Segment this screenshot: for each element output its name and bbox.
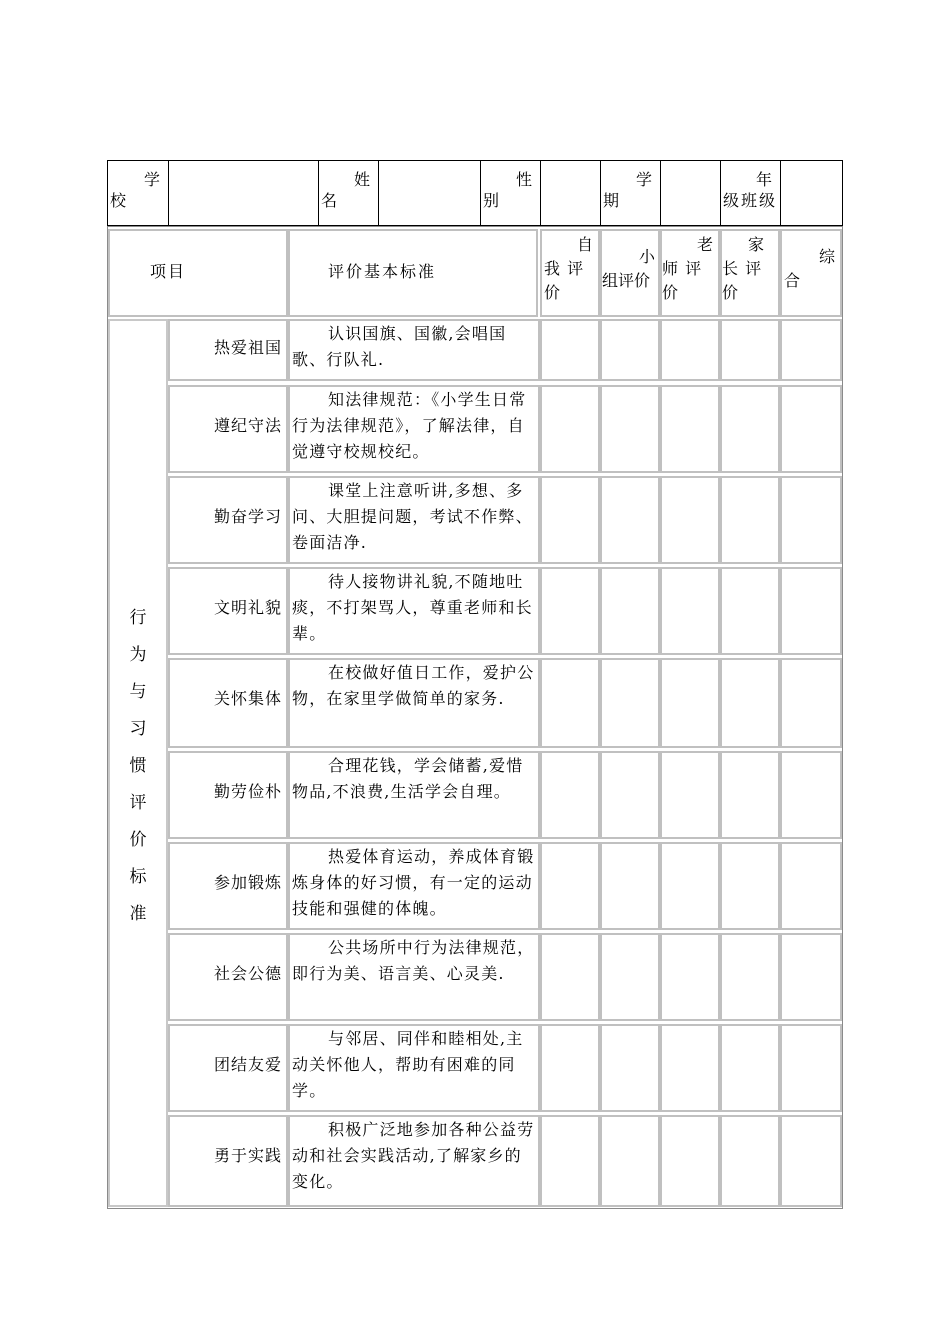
item-name: 社会公德 [213,964,282,983]
teacher-eval-field[interactable] [660,658,720,748]
item-standard-cell [288,319,540,381]
item-name-cell [168,567,288,655]
teacher-eval-field[interactable] [660,933,720,1021]
overall-eval-field[interactable] [780,842,842,930]
name-label-bottom: 名 [321,191,340,210]
overall-eval-field[interactable] [780,658,842,748]
term-label-cell [601,161,661,225]
teacher-eval-field[interactable] [660,1024,720,1112]
project-header: 项目 [150,262,187,281]
self-eval-field[interactable] [540,567,600,655]
self-eval-field[interactable] [540,751,600,839]
gender-value-field[interactable] [541,161,601,225]
group-eval-field[interactable] [600,567,660,655]
item-standard-cell [288,1115,540,1207]
item-name: 勇于实践 [213,1146,282,1165]
category-char: 惯 [129,756,147,776]
item-standard-cell [288,1024,540,1112]
overall-header-cell [780,229,842,317]
teacher-eval-field[interactable] [660,476,720,564]
teacher-eval-field[interactable] [660,842,720,930]
standard-header: 评价基本标准 [328,262,437,281]
parent-eval-header-cell [720,229,780,317]
overall-eval-field[interactable] [780,319,842,381]
category-char: 与 [129,682,147,702]
group-eval-field[interactable] [600,1115,660,1207]
item-standard-text: 热爱体育运动，养成体育锻炼身体的好习惯，有一定的运动技能和强健的体魄。 [292,847,535,918]
item-name-cell [168,933,288,1021]
item-standard-cell [288,933,540,1021]
group-eval-field[interactable] [600,933,660,1021]
name-label-top: 姓 [353,170,372,189]
teacher-eval-field[interactable] [660,1115,720,1207]
self-eval-header-top: 自 [576,235,594,254]
self-eval-field[interactable] [540,842,600,930]
overall-eval-field[interactable] [780,476,842,564]
gender-label-cell [481,161,541,225]
item-name: 关怀集体 [213,689,282,708]
teacher-eval-field[interactable] [660,567,720,655]
name-label-cell [319,161,379,225]
item-standard-text: 待人接物讲礼貌,不随地吐痰，不打架骂人，尊重老师和长辈。 [292,572,533,643]
item-standard-text: 积极广泛地参加各种公益劳动和社会实践活动,了解家乡的变化。 [292,1120,535,1191]
parent-eval-field[interactable] [720,658,780,748]
parent-eval-header-bottom: 价 [722,283,740,302]
project-header-cell [108,229,288,317]
category-char: 习 [129,719,147,739]
teacher-eval-header-top: 老 [696,235,714,254]
term-value-field[interactable] [661,161,721,225]
item-standard-cell [288,567,540,655]
school-label-cell [108,161,169,225]
overall-header-bottom: 合 [784,271,802,290]
teacher-eval-header-cell [660,229,720,317]
item-name: 遵纪守法 [213,416,282,435]
parent-eval-field[interactable] [720,933,780,1021]
item-standard-text: 公共场所中行为法律规范，即行为美、语言美、心灵美. [292,938,535,983]
item-name-cell [168,385,288,473]
item-name: 团结友爱 [213,1055,282,1074]
category-char: 评 [129,793,147,813]
item-standard-cell [288,751,540,839]
student-info-table [107,160,843,226]
item-name-cell [168,319,288,381]
standard-header-cell [288,229,538,317]
group-eval-field[interactable] [600,319,660,381]
teacher-eval-header-bottom: 价 [662,283,680,302]
item-standard-text: 课堂上注意听讲,多想、多问、大胆提问题，考试不作弊、卷面洁净. [292,481,533,552]
school-value-field[interactable] [169,161,319,225]
item-name-cell [168,476,288,564]
item-standard-cell [288,842,540,930]
overall-eval-field[interactable] [780,385,842,473]
overall-eval-field[interactable] [780,1024,842,1112]
group-eval-header-cell [600,229,660,317]
name-value-field[interactable] [379,161,481,225]
gender-label-top: 性 [515,170,534,189]
teacher-eval-field[interactable] [660,385,720,473]
item-name-cell [168,842,288,930]
self-eval-field[interactable] [540,1024,600,1112]
item-standard-text: 与邻居、同伴和睦相处,主动关怀他人，帮助有困难的同学。 [292,1029,524,1100]
category-char: 行 [129,608,147,628]
parent-eval-field[interactable] [720,385,780,473]
evaluation-table [107,226,843,1209]
teacher-eval-field[interactable] [660,319,720,381]
item-standard-text: 在校做好值日工作，爱护公物，在家里学做简单的家务. [292,663,535,708]
parent-eval-header-mid: 长 评 [722,259,763,278]
item-standard-text: 认识国旗、国徽,会唱国歌、行队礼. [292,324,507,369]
item-name: 参加锻炼 [213,873,282,892]
parent-eval-field[interactable] [720,1024,780,1112]
group-eval-field[interactable] [600,1024,660,1112]
item-name-cell [168,1024,288,1112]
category-char: 标 [129,867,147,887]
self-eval-field[interactable] [540,933,600,1021]
group-eval-header-bottom: 组评价 [602,271,651,290]
parent-eval-field[interactable] [720,751,780,839]
school-label-top: 学 [143,170,162,189]
parent-eval-header-top: 家 [748,235,766,254]
group-eval-field[interactable] [600,842,660,930]
category-char: 价 [129,830,147,850]
parent-eval-field[interactable] [720,1115,780,1207]
item-standard-cell [288,385,540,473]
item-standard-text: 合理花钱，学会储蓄,爱惜物品,不浪费,生活学会自理。 [292,756,524,801]
gender-label-bottom: 别 [483,191,502,210]
self-eval-header-mid: 我 评 [544,259,585,278]
item-name-cell [168,751,288,839]
term-label-bottom: 期 [603,191,622,210]
parent-eval-field[interactable] [720,567,780,655]
self-eval-header-bottom: 价 [544,283,562,302]
group-eval-field[interactable] [600,385,660,473]
parent-eval-field[interactable] [720,476,780,564]
grade-label-top: 年 [755,170,774,189]
item-name: 热爱祖国 [213,338,282,357]
item-standard-text: 知法律规范：《小学生日常行为法律规范》，了解法律，自觉遵守校规校纪。 [292,390,527,461]
group-eval-header-top: 小 [638,247,656,266]
self-eval-header-cell [540,229,600,317]
overall-eval-field[interactable] [780,933,842,1021]
item-standard-cell [288,658,540,748]
parent-eval-field[interactable] [720,319,780,381]
term-label-top: 学 [635,170,654,189]
teacher-eval-header-mid: 师 评 [662,259,703,278]
item-name-cell [168,1115,288,1207]
grade-class-label-cell [721,161,781,225]
item-name-cell [168,658,288,748]
grade-class-value-field[interactable] [781,161,842,225]
category-char: 准 [129,904,147,924]
self-eval-field[interactable] [540,385,600,473]
group-eval-field[interactable] [600,658,660,748]
self-eval-field[interactable] [540,658,600,748]
overall-eval-field[interactable] [780,751,842,839]
overall-eval-field[interactable] [780,1115,842,1207]
category-char: 为 [129,645,147,665]
item-name: 勤奋学习 [213,507,282,526]
group-eval-field[interactable] [600,751,660,839]
self-eval-field[interactable] [540,1115,600,1207]
self-eval-field[interactable] [540,319,600,381]
item-name: 文明礼貌 [213,598,282,617]
teacher-eval-field[interactable] [660,751,720,839]
school-label-bottom: 校 [110,191,129,210]
item-name: 勤劳俭朴 [213,782,282,801]
grade-class-label-bottom: 级班级 [723,191,778,210]
self-eval-field[interactable] [540,476,600,564]
group-eval-field[interactable] [600,476,660,564]
overall-header-top: 综 [818,247,836,266]
overall-eval-field[interactable] [780,567,842,655]
item-standard-cell [288,476,540,564]
parent-eval-field[interactable] [720,842,780,930]
